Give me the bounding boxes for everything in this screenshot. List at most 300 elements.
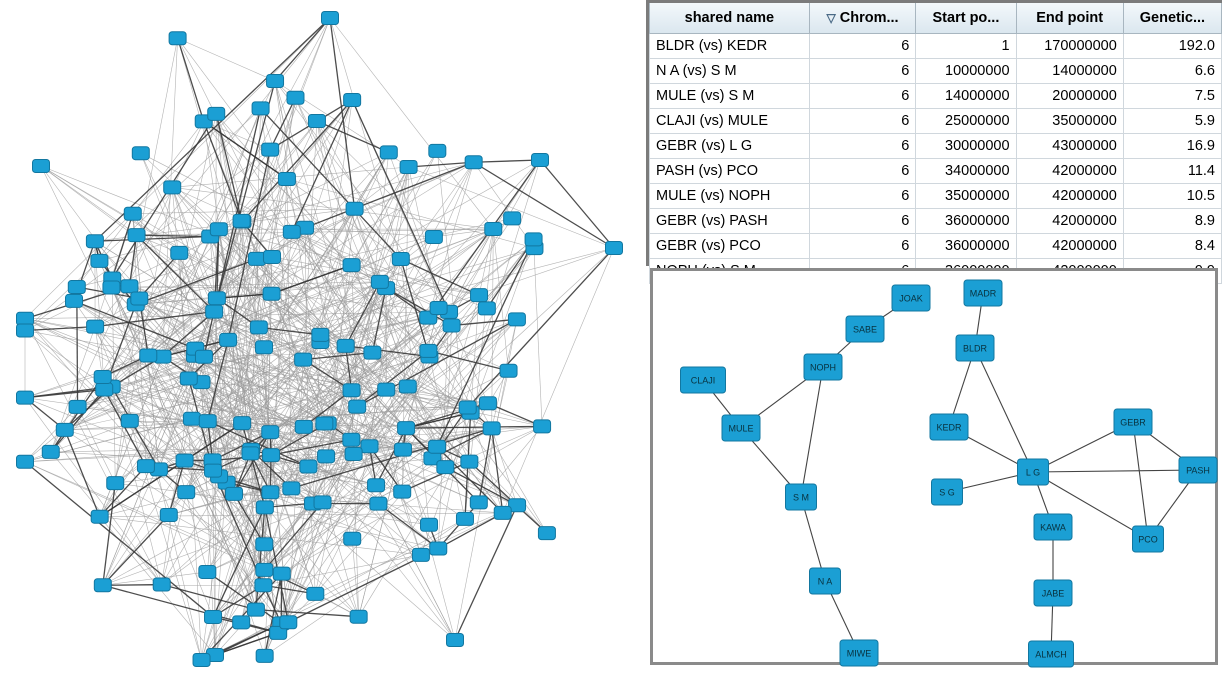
main-network-node[interactable] (322, 12, 339, 25)
node-shape[interactable] (193, 654, 210, 667)
main-network-node[interactable] (394, 485, 411, 498)
node-shape[interactable] (425, 230, 442, 243)
sub-network-node[interactable] (930, 414, 968, 440)
main-network-node[interactable] (350, 610, 367, 623)
node-shape[interactable] (398, 422, 415, 435)
node-shape[interactable] (169, 32, 186, 45)
main-network-node[interactable] (121, 280, 138, 293)
node-shape[interactable] (295, 353, 312, 366)
node-shape[interactable] (252, 102, 269, 115)
table-row[interactable] (650, 109, 1222, 134)
main-network-node[interactable] (153, 578, 170, 591)
node-shape[interactable] (137, 460, 154, 473)
main-network-node[interactable] (394, 443, 411, 456)
main-network-node[interactable] (525, 233, 542, 246)
node-shape[interactable] (42, 445, 59, 458)
main-network-node[interactable] (346, 202, 363, 215)
node-shape[interactable] (316, 417, 333, 430)
main-network-node[interactable] (171, 246, 188, 259)
main-network-node[interactable] (94, 370, 111, 383)
main-network-node[interactable] (183, 412, 200, 425)
main-network-node[interactable] (267, 74, 284, 87)
table-header-start_point[interactable] (916, 3, 1016, 34)
node-shape[interactable] (344, 532, 361, 545)
node-shape[interactable] (124, 207, 141, 220)
node-shape[interactable] (392, 253, 409, 266)
main-network-node[interactable] (176, 454, 193, 467)
table-row[interactable] (650, 59, 1222, 84)
table-header-chromosome[interactable] (809, 3, 916, 34)
node-shape[interactable] (461, 455, 478, 468)
main-network-node[interactable] (131, 292, 148, 305)
node-shape[interactable] (412, 548, 429, 561)
node-shape[interactable] (234, 417, 251, 430)
node-shape[interactable] (128, 229, 145, 242)
node-shape[interactable] (361, 440, 378, 453)
node-shape[interactable] (308, 115, 325, 128)
node-shape[interactable] (420, 344, 437, 357)
main-network-node[interactable] (256, 501, 273, 514)
node-shape[interactable] (176, 454, 193, 467)
main-network-node[interactable] (124, 207, 141, 220)
main-network-node[interactable] (343, 433, 360, 446)
main-network-node[interactable] (208, 292, 225, 305)
main-network-node[interactable] (606, 242, 623, 255)
node-shape[interactable] (94, 579, 111, 592)
table-row[interactable] (650, 84, 1222, 109)
node-shape[interactable] (485, 223, 502, 236)
main-network-node[interactable] (500, 364, 517, 377)
node-shape[interactable] (262, 143, 279, 156)
main-network-node[interactable] (96, 383, 113, 396)
node-shape[interactable] (132, 147, 149, 160)
main-network-node[interactable] (205, 610, 222, 623)
main-network-node[interactable] (226, 487, 243, 500)
main-network-node[interactable] (169, 32, 186, 45)
node-shape[interactable] (295, 420, 312, 433)
node-shape[interactable] (465, 156, 482, 169)
table-row[interactable] (650, 134, 1222, 159)
node-shape[interactable] (199, 415, 216, 428)
main-network-node[interactable] (308, 115, 325, 128)
filter-icon[interactable]: ▽ (827, 11, 836, 25)
sub-network-node[interactable] (1114, 409, 1152, 435)
main-network-node[interactable] (208, 107, 225, 120)
node-shape[interactable] (256, 649, 273, 662)
main-network-node[interactable] (295, 420, 312, 433)
table-row[interactable] (650, 34, 1222, 59)
main-network-node[interactable] (361, 440, 378, 453)
main-network-node[interactable] (429, 144, 446, 157)
main-network-node[interactable] (256, 538, 273, 551)
sub-network-node[interactable] (722, 415, 760, 441)
main-network-node[interactable] (508, 313, 525, 326)
main-network-node[interactable] (349, 400, 366, 413)
main-network-node[interactable] (278, 172, 295, 185)
node-shape[interactable] (447, 634, 464, 647)
main-network-node[interactable] (287, 91, 304, 104)
node-shape[interactable] (233, 616, 250, 629)
main-network-node[interactable] (283, 482, 300, 495)
node-shape[interactable] (180, 372, 197, 385)
main-network-node[interactable] (368, 479, 385, 492)
main-network-node[interactable] (56, 423, 73, 436)
node-shape[interactable] (33, 160, 50, 173)
main-network-node[interactable] (459, 401, 476, 414)
node-shape[interactable] (262, 486, 279, 499)
main-network-node[interactable] (199, 565, 216, 578)
node-shape[interactable] (17, 324, 34, 337)
main-network-node[interactable] (494, 506, 511, 519)
main-network-node[interactable] (140, 349, 157, 362)
node-shape[interactable] (350, 610, 367, 623)
main-network-node[interactable] (242, 447, 259, 460)
node-shape[interactable] (278, 172, 295, 185)
node-shape[interactable] (264, 250, 281, 263)
main-network-node[interactable] (344, 532, 361, 545)
node-shape[interactable] (322, 12, 339, 25)
node-shape[interactable] (430, 302, 447, 315)
node-shape[interactable] (343, 433, 360, 446)
sub-network-canvas[interactable] (653, 271, 1215, 662)
main-network-node[interactable] (199, 415, 216, 428)
node-shape[interactable] (483, 422, 500, 435)
node-shape[interactable] (248, 252, 265, 265)
node-shape[interactable] (421, 518, 438, 531)
main-network-node[interactable] (345, 448, 362, 461)
node-shape[interactable] (437, 461, 454, 474)
main-network-node[interactable] (318, 450, 335, 463)
node-shape[interactable] (344, 94, 361, 107)
node-shape[interactable] (456, 512, 473, 525)
node-shape[interactable] (378, 383, 395, 396)
node-shape[interactable] (91, 254, 108, 267)
main-network-node[interactable] (262, 486, 279, 499)
node-shape[interactable] (121, 414, 138, 427)
node-shape[interactable] (178, 486, 195, 499)
main-network-node[interactable] (128, 229, 145, 242)
main-network-node[interactable] (400, 160, 417, 173)
main-network-node[interactable] (69, 400, 86, 413)
main-network-node[interactable] (178, 486, 195, 499)
main-network-node[interactable] (103, 281, 120, 294)
node-shape[interactable] (210, 223, 227, 236)
main-network-node[interactable] (461, 455, 478, 468)
node-shape[interactable] (318, 450, 335, 463)
main-network-node[interactable] (206, 305, 223, 318)
main-network-node[interactable] (33, 160, 50, 173)
node-shape[interactable] (283, 225, 300, 238)
main-network-node[interactable] (399, 380, 416, 393)
sub-network-node[interactable] (932, 479, 963, 505)
main-network-node[interactable] (479, 397, 496, 410)
main-network-node[interactable] (132, 147, 149, 160)
main-network-node[interactable] (94, 579, 111, 592)
node-shape[interactable] (267, 74, 284, 87)
main-network-node[interactable] (421, 518, 438, 531)
main-network-node[interactable] (91, 510, 108, 523)
node-shape[interactable] (247, 603, 264, 616)
main-network-node[interactable] (137, 460, 154, 473)
sub-network-node[interactable] (846, 316, 884, 342)
node-shape[interactable] (429, 144, 446, 157)
node-shape[interactable] (195, 350, 212, 363)
node-shape[interactable] (345, 448, 362, 461)
main-network-node[interactable] (504, 212, 521, 225)
main-network-node[interactable] (343, 259, 360, 272)
node-shape[interactable] (534, 420, 551, 433)
node-shape[interactable] (199, 565, 216, 578)
node-shape[interactable] (500, 364, 517, 377)
main-network-node[interactable] (314, 496, 331, 509)
main-network-node[interactable] (263, 449, 280, 462)
node-shape[interactable] (17, 455, 34, 468)
sub-network-node[interactable] (1179, 457, 1217, 483)
node-shape[interactable] (208, 292, 225, 305)
main-network-node[interactable] (412, 548, 429, 561)
main-network-node[interactable] (248, 252, 265, 265)
node-shape[interactable] (68, 281, 85, 294)
main-network-node[interactable] (532, 154, 549, 167)
main-network-node[interactable] (316, 417, 333, 430)
node-shape[interactable] (471, 289, 488, 302)
main-network-node[interactable] (68, 281, 85, 294)
main-network-node[interactable] (256, 563, 273, 576)
sub-network-node[interactable] (840, 640, 878, 666)
node-shape[interactable] (343, 384, 360, 397)
node-shape[interactable] (17, 391, 34, 404)
node-shape[interactable] (525, 233, 542, 246)
table-header-end_point[interactable] (1016, 3, 1123, 34)
main-network-node[interactable] (273, 567, 290, 580)
main-network-node[interactable] (205, 464, 222, 477)
main-network-node[interactable] (295, 353, 312, 366)
node-shape[interactable] (346, 202, 363, 215)
sub-network-node[interactable] (681, 367, 726, 393)
main-network-node[interactable] (160, 508, 177, 521)
main-network-node[interactable] (247, 603, 264, 616)
main-network-node[interactable] (252, 102, 269, 115)
table-row[interactable] (650, 209, 1222, 234)
main-network-node[interactable] (430, 302, 447, 315)
sub-network-node[interactable] (964, 280, 1002, 306)
node-shape[interactable] (287, 91, 304, 104)
node-shape[interactable] (394, 443, 411, 456)
main-network-node[interactable] (392, 253, 409, 266)
node-shape[interactable] (283, 482, 300, 495)
sub-network-view[interactable] (650, 268, 1218, 665)
node-shape[interactable] (140, 349, 157, 362)
node-shape[interactable] (312, 328, 329, 341)
main-network-node[interactable] (478, 302, 495, 315)
node-shape[interactable] (494, 506, 511, 519)
main-network-node[interactable] (283, 225, 300, 238)
sub-network-node[interactable] (1133, 526, 1164, 552)
node-shape[interactable] (368, 479, 385, 492)
node-shape[interactable] (183, 412, 200, 425)
node-shape[interactable] (443, 319, 460, 332)
node-shape[interactable] (256, 538, 273, 551)
sub-network-node[interactable] (1029, 641, 1074, 667)
main-network-node[interactable] (398, 422, 415, 435)
node-shape[interactable] (343, 259, 360, 272)
main-network-node[interactable] (485, 223, 502, 236)
table-header-genetic[interactable] (1123, 3, 1221, 34)
node-shape[interactable] (208, 107, 225, 120)
main-network-node[interactable] (17, 324, 34, 337)
node-shape[interactable] (262, 426, 279, 439)
node-shape[interactable] (606, 242, 623, 255)
node-shape[interactable] (206, 305, 223, 318)
main-network-node[interactable] (430, 542, 447, 555)
main-network-node[interactable] (343, 384, 360, 397)
main-network-node[interactable] (425, 230, 442, 243)
node-shape[interactable] (430, 542, 447, 555)
node-shape[interactable] (131, 292, 148, 305)
main-network-node[interactable] (470, 496, 487, 509)
node-shape[interactable] (307, 587, 324, 600)
main-network-node[interactable] (233, 214, 250, 227)
sub-network-node[interactable] (1018, 459, 1049, 485)
node-shape[interactable] (96, 383, 113, 396)
node-shape[interactable] (66, 294, 83, 307)
table-row[interactable] (650, 234, 1222, 259)
node-shape[interactable] (226, 487, 243, 500)
main-network-node[interactable] (264, 250, 281, 263)
main-network-node[interactable] (538, 527, 555, 540)
node-shape[interactable] (273, 567, 290, 580)
main-network-node[interactable] (371, 275, 388, 288)
main-network-node[interactable] (300, 460, 317, 473)
node-shape[interactable] (160, 508, 177, 521)
main-network-node[interactable] (471, 289, 488, 302)
node-shape[interactable] (250, 321, 267, 334)
node-shape[interactable] (69, 400, 86, 413)
sub-network-node[interactable] (804, 354, 842, 380)
node-shape[interactable] (394, 485, 411, 498)
main-network-node[interactable] (280, 616, 297, 629)
main-network-node[interactable] (456, 512, 473, 525)
main-network-node[interactable] (210, 223, 227, 236)
main-network-node[interactable] (307, 587, 324, 600)
sub-network-node[interactable] (956, 335, 994, 361)
node-shape[interactable] (399, 380, 416, 393)
sub-network-node[interactable] (786, 484, 817, 510)
main-network-node[interactable] (180, 372, 197, 385)
node-shape[interactable] (153, 578, 170, 591)
main-network-node[interactable] (66, 294, 83, 307)
table-row[interactable] (650, 184, 1222, 209)
node-shape[interactable] (17, 312, 34, 325)
main-network-node[interactable] (220, 333, 237, 346)
node-shape[interactable] (256, 341, 273, 354)
main-network-node[interactable] (420, 344, 437, 357)
node-shape[interactable] (478, 302, 495, 315)
node-shape[interactable] (94, 370, 111, 383)
main-network-node[interactable] (233, 616, 250, 629)
main-network-node[interactable] (255, 579, 272, 592)
node-shape[interactable] (400, 160, 417, 173)
node-shape[interactable] (233, 214, 250, 227)
main-network-node[interactable] (87, 320, 104, 333)
main-network-node[interactable] (447, 634, 464, 647)
node-shape[interactable] (87, 320, 104, 333)
main-network-node[interactable] (234, 417, 251, 430)
table-header-shared_name[interactable] (650, 3, 810, 34)
node-shape[interactable] (205, 610, 222, 623)
node-shape[interactable] (280, 616, 297, 629)
main-network-node[interactable] (443, 319, 460, 332)
node-shape[interactable] (107, 477, 124, 490)
node-shape[interactable] (300, 460, 317, 473)
node-shape[interactable] (256, 501, 273, 514)
main-network-node[interactable] (465, 156, 482, 169)
main-network-node[interactable] (17, 455, 34, 468)
node-shape[interactable] (349, 400, 366, 413)
main-network-node[interactable] (337, 339, 354, 352)
main-network-node[interactable] (17, 391, 34, 404)
node-shape[interactable] (86, 235, 103, 248)
node-shape[interactable] (91, 510, 108, 523)
node-shape[interactable] (242, 447, 259, 460)
main-network-node[interactable] (380, 146, 397, 159)
node-shape[interactable] (364, 346, 381, 359)
node-shape[interactable] (532, 154, 549, 167)
node-shape[interactable] (371, 275, 388, 288)
node-shape[interactable] (370, 497, 387, 510)
main-network-node[interactable] (437, 461, 454, 474)
main-network-node[interactable] (483, 422, 500, 435)
main-network-node[interactable] (256, 649, 273, 662)
node-shape[interactable] (459, 401, 476, 414)
main-network-node[interactable] (364, 346, 381, 359)
node-shape[interactable] (380, 146, 397, 159)
node-shape[interactable] (538, 527, 555, 540)
main-network-node[interactable] (263, 287, 280, 300)
node-shape[interactable] (314, 496, 331, 509)
node-shape[interactable] (164, 181, 181, 194)
main-network-node[interactable] (164, 181, 181, 194)
main-network-node[interactable] (256, 341, 273, 354)
sub-network-node[interactable] (810, 568, 841, 594)
table-row[interactable] (650, 159, 1222, 184)
node-shape[interactable] (103, 281, 120, 294)
node-shape[interactable] (171, 246, 188, 259)
node-shape[interactable] (470, 496, 487, 509)
sub-network-node[interactable] (892, 285, 930, 311)
node-shape[interactable] (429, 440, 446, 453)
main-network-node[interactable] (370, 497, 387, 510)
node-shape[interactable] (56, 423, 73, 436)
node-shape[interactable] (256, 563, 273, 576)
main-network-node[interactable] (344, 94, 361, 107)
main-network-node[interactable] (91, 254, 108, 267)
node-shape[interactable] (263, 287, 280, 300)
main-network-node[interactable] (378, 383, 395, 396)
node-shape[interactable] (220, 333, 237, 346)
main-network-node[interactable] (121, 414, 138, 427)
main-network-node[interactable] (250, 321, 267, 334)
main-network-node[interactable] (86, 235, 103, 248)
node-shape[interactable] (255, 579, 272, 592)
main-network-node[interactable] (262, 426, 279, 439)
node-shape[interactable] (121, 280, 138, 293)
node-shape[interactable] (263, 449, 280, 462)
node-shape[interactable] (337, 339, 354, 352)
main-network-node[interactable] (42, 445, 59, 458)
main-network-node[interactable] (534, 420, 551, 433)
main-network-node[interactable] (195, 350, 212, 363)
